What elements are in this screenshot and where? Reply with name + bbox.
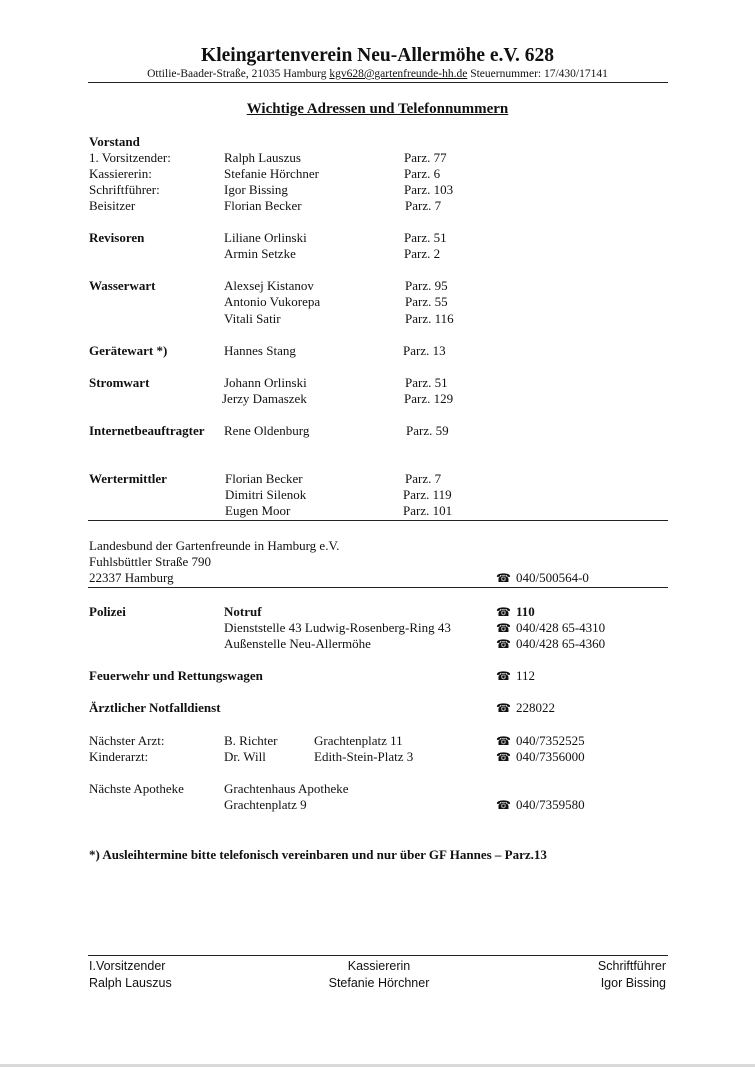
member-name: Antonio Vukorepa bbox=[224, 294, 321, 309]
kinderarzt-name: Dr. Will bbox=[224, 749, 266, 764]
footer-center-name: Stefanie Hörchner bbox=[328, 976, 430, 990]
club-email-link[interactable]: kgv628@gartenfreunde-hh.de bbox=[329, 68, 468, 80]
polizei-dienststelle-phone: ☎ 040/428 65-4310 bbox=[496, 620, 605, 636]
vorstand-role: Schriftführer: bbox=[89, 182, 160, 197]
member-name: Vitali Satir bbox=[224, 311, 281, 326]
arzt-phone: ☎ 040/7352525 bbox=[496, 733, 585, 749]
club-address: Ottilie-Baader-Straße, 21035 Hamburg bbox=[147, 68, 327, 80]
member-name: Dimitri Silenok bbox=[225, 487, 307, 502]
landesbund-name: Landesbund der Gartenfreunde in Hamburg e.V. bbox=[89, 538, 340, 553]
vorstand-name: Igor Bissing bbox=[224, 182, 288, 197]
member-parz: Parz. 13 bbox=[403, 343, 446, 358]
vorstand-name: Stefanie Hörchner bbox=[224, 166, 319, 181]
member-parz: Parz. 116 bbox=[405, 311, 454, 326]
member-parz: Parz. 2 bbox=[404, 246, 441, 261]
group-title-wertermittler: Wertermittler bbox=[89, 471, 167, 486]
vorstand-name: Florian Becker bbox=[224, 198, 302, 213]
polizei-notruf-phone: ☎ 110 bbox=[496, 604, 535, 620]
footer-left-title: I.Vorsitzender bbox=[89, 959, 166, 973]
apotheke-address: Grachtenplatz 9 bbox=[224, 797, 307, 812]
footer-left-name: Ralph Lauszus bbox=[89, 976, 172, 990]
member-parz: Parz. 119 bbox=[403, 487, 452, 502]
group-title-internet: Internetbeauftragter bbox=[89, 423, 205, 438]
footer-divider bbox=[88, 955, 668, 956]
member-name: Florian Becker bbox=[225, 471, 303, 486]
arzt-label: Nächster Arzt: bbox=[89, 733, 165, 748]
member-parz: Parz. 129 bbox=[404, 391, 454, 406]
page-bottom-edge bbox=[0, 1064, 755, 1067]
member-parz: Parz. 51 bbox=[404, 230, 447, 245]
tax-number: Steuernummer: 17/430/17141 bbox=[470, 68, 608, 80]
member-parz: Parz. 7 bbox=[405, 471, 442, 486]
vorstand-parz: Parz. 6 bbox=[404, 166, 441, 181]
landesbund-street: Fuhlsbüttler Straße 790 bbox=[89, 554, 212, 569]
vorstand-role: Kassiererin: bbox=[89, 166, 152, 181]
vorstand-role: 1. Vorsitzender: bbox=[89, 150, 171, 165]
apotheke-label: Nächste Apotheke bbox=[89, 781, 184, 796]
feuerwehr-phone: ☎ 112 bbox=[496, 668, 535, 684]
kinderarzt-label: Kinderarzt: bbox=[89, 749, 149, 764]
footer-right-name: Igor Bissing bbox=[600, 976, 666, 990]
vorstand-title: Vorstand bbox=[89, 134, 140, 149]
member-name: Jerzy Damaszek bbox=[222, 391, 307, 406]
member-parz: Parz. 95 bbox=[405, 278, 448, 293]
landesbund-phone: ☎ 040/500564-0 bbox=[496, 570, 589, 586]
member-parz: Parz. 51 bbox=[405, 375, 448, 390]
group-title-wasserwart: Wasserwart bbox=[89, 278, 156, 293]
polizei-aussenstelle-phone: ☎ 040/428 65-4360 bbox=[496, 636, 605, 652]
notfall-label: Ärztlicher Notfalldienst bbox=[89, 700, 221, 715]
footer-center-title: Kassiererin bbox=[347, 959, 411, 973]
landesbund-city: 22337 Hamburg bbox=[89, 570, 174, 585]
member-name: Armin Setzke bbox=[224, 246, 296, 261]
feuerwehr-label: Feuerwehr und Rettungswagen bbox=[89, 668, 263, 683]
footer-right-title: Schriftführer bbox=[597, 959, 666, 973]
header-divider bbox=[88, 82, 668, 83]
vorstand-name: Ralph Lauszus bbox=[224, 150, 301, 165]
group-title-geraetewart: Gerätewart *) bbox=[89, 343, 168, 358]
group-title-revisoren: Revisoren bbox=[89, 230, 145, 245]
polizei-aussenstelle: Außenstelle Neu-Allermöhe bbox=[224, 636, 371, 651]
polizei-dienststelle: Dienststelle 43 Ludwig-Rosenberg-Ring 43 bbox=[224, 620, 451, 635]
member-name: Rene Oldenburg bbox=[224, 423, 310, 438]
arzt-name: B. Richter bbox=[224, 733, 278, 748]
vorstand-parz: Parz. 7 bbox=[405, 198, 442, 213]
vorstand-parz: Parz. 103 bbox=[404, 182, 454, 197]
club-address-line bbox=[0, 67, 755, 81]
club-title: Kleingartenverein Neu-Allermöhe e.V. 628 bbox=[201, 45, 554, 66]
kinderarzt-address: Edith-Stein-Platz 3 bbox=[314, 749, 414, 764]
member-parz: Parz. 55 bbox=[405, 294, 448, 309]
kinderarzt-phone: ☎ 040/7356000 bbox=[496, 749, 585, 765]
notfall-phone: ☎ 228022 bbox=[496, 700, 555, 716]
vorstand-parz: Parz. 77 bbox=[404, 150, 447, 165]
section-divider bbox=[88, 520, 668, 521]
polizei-notruf: Notruf bbox=[224, 604, 262, 619]
member-name: Eugen Moor bbox=[225, 503, 291, 518]
polizei-label: Polizei bbox=[89, 604, 126, 619]
member-name: Alexsej Kistanov bbox=[224, 278, 314, 293]
member-parz: Parz. 59 bbox=[406, 423, 449, 438]
apotheke-phone: ☎ 040/7359580 bbox=[496, 797, 585, 813]
footnote: *) Ausleihtermine bitte telefonisch vereinbaren und nur über GF Hannes – Parz.13 bbox=[89, 847, 547, 862]
section-divider bbox=[88, 587, 668, 588]
group-title-stromwart: Stromwart bbox=[89, 375, 150, 390]
member-name: Liliane Orlinski bbox=[224, 230, 307, 245]
member-name: Johann Orlinski bbox=[224, 375, 307, 390]
vorstand-role: Beisitzer bbox=[89, 198, 136, 213]
page-heading: Wichtige Adressen und Telefonnummern bbox=[246, 101, 509, 117]
apotheke-name: Grachtenhaus Apotheke bbox=[224, 781, 349, 796]
member-name: Hannes Stang bbox=[224, 343, 296, 358]
arzt-address: Grachtenplatz 11 bbox=[314, 733, 403, 748]
member-parz: Parz. 101 bbox=[403, 503, 453, 518]
